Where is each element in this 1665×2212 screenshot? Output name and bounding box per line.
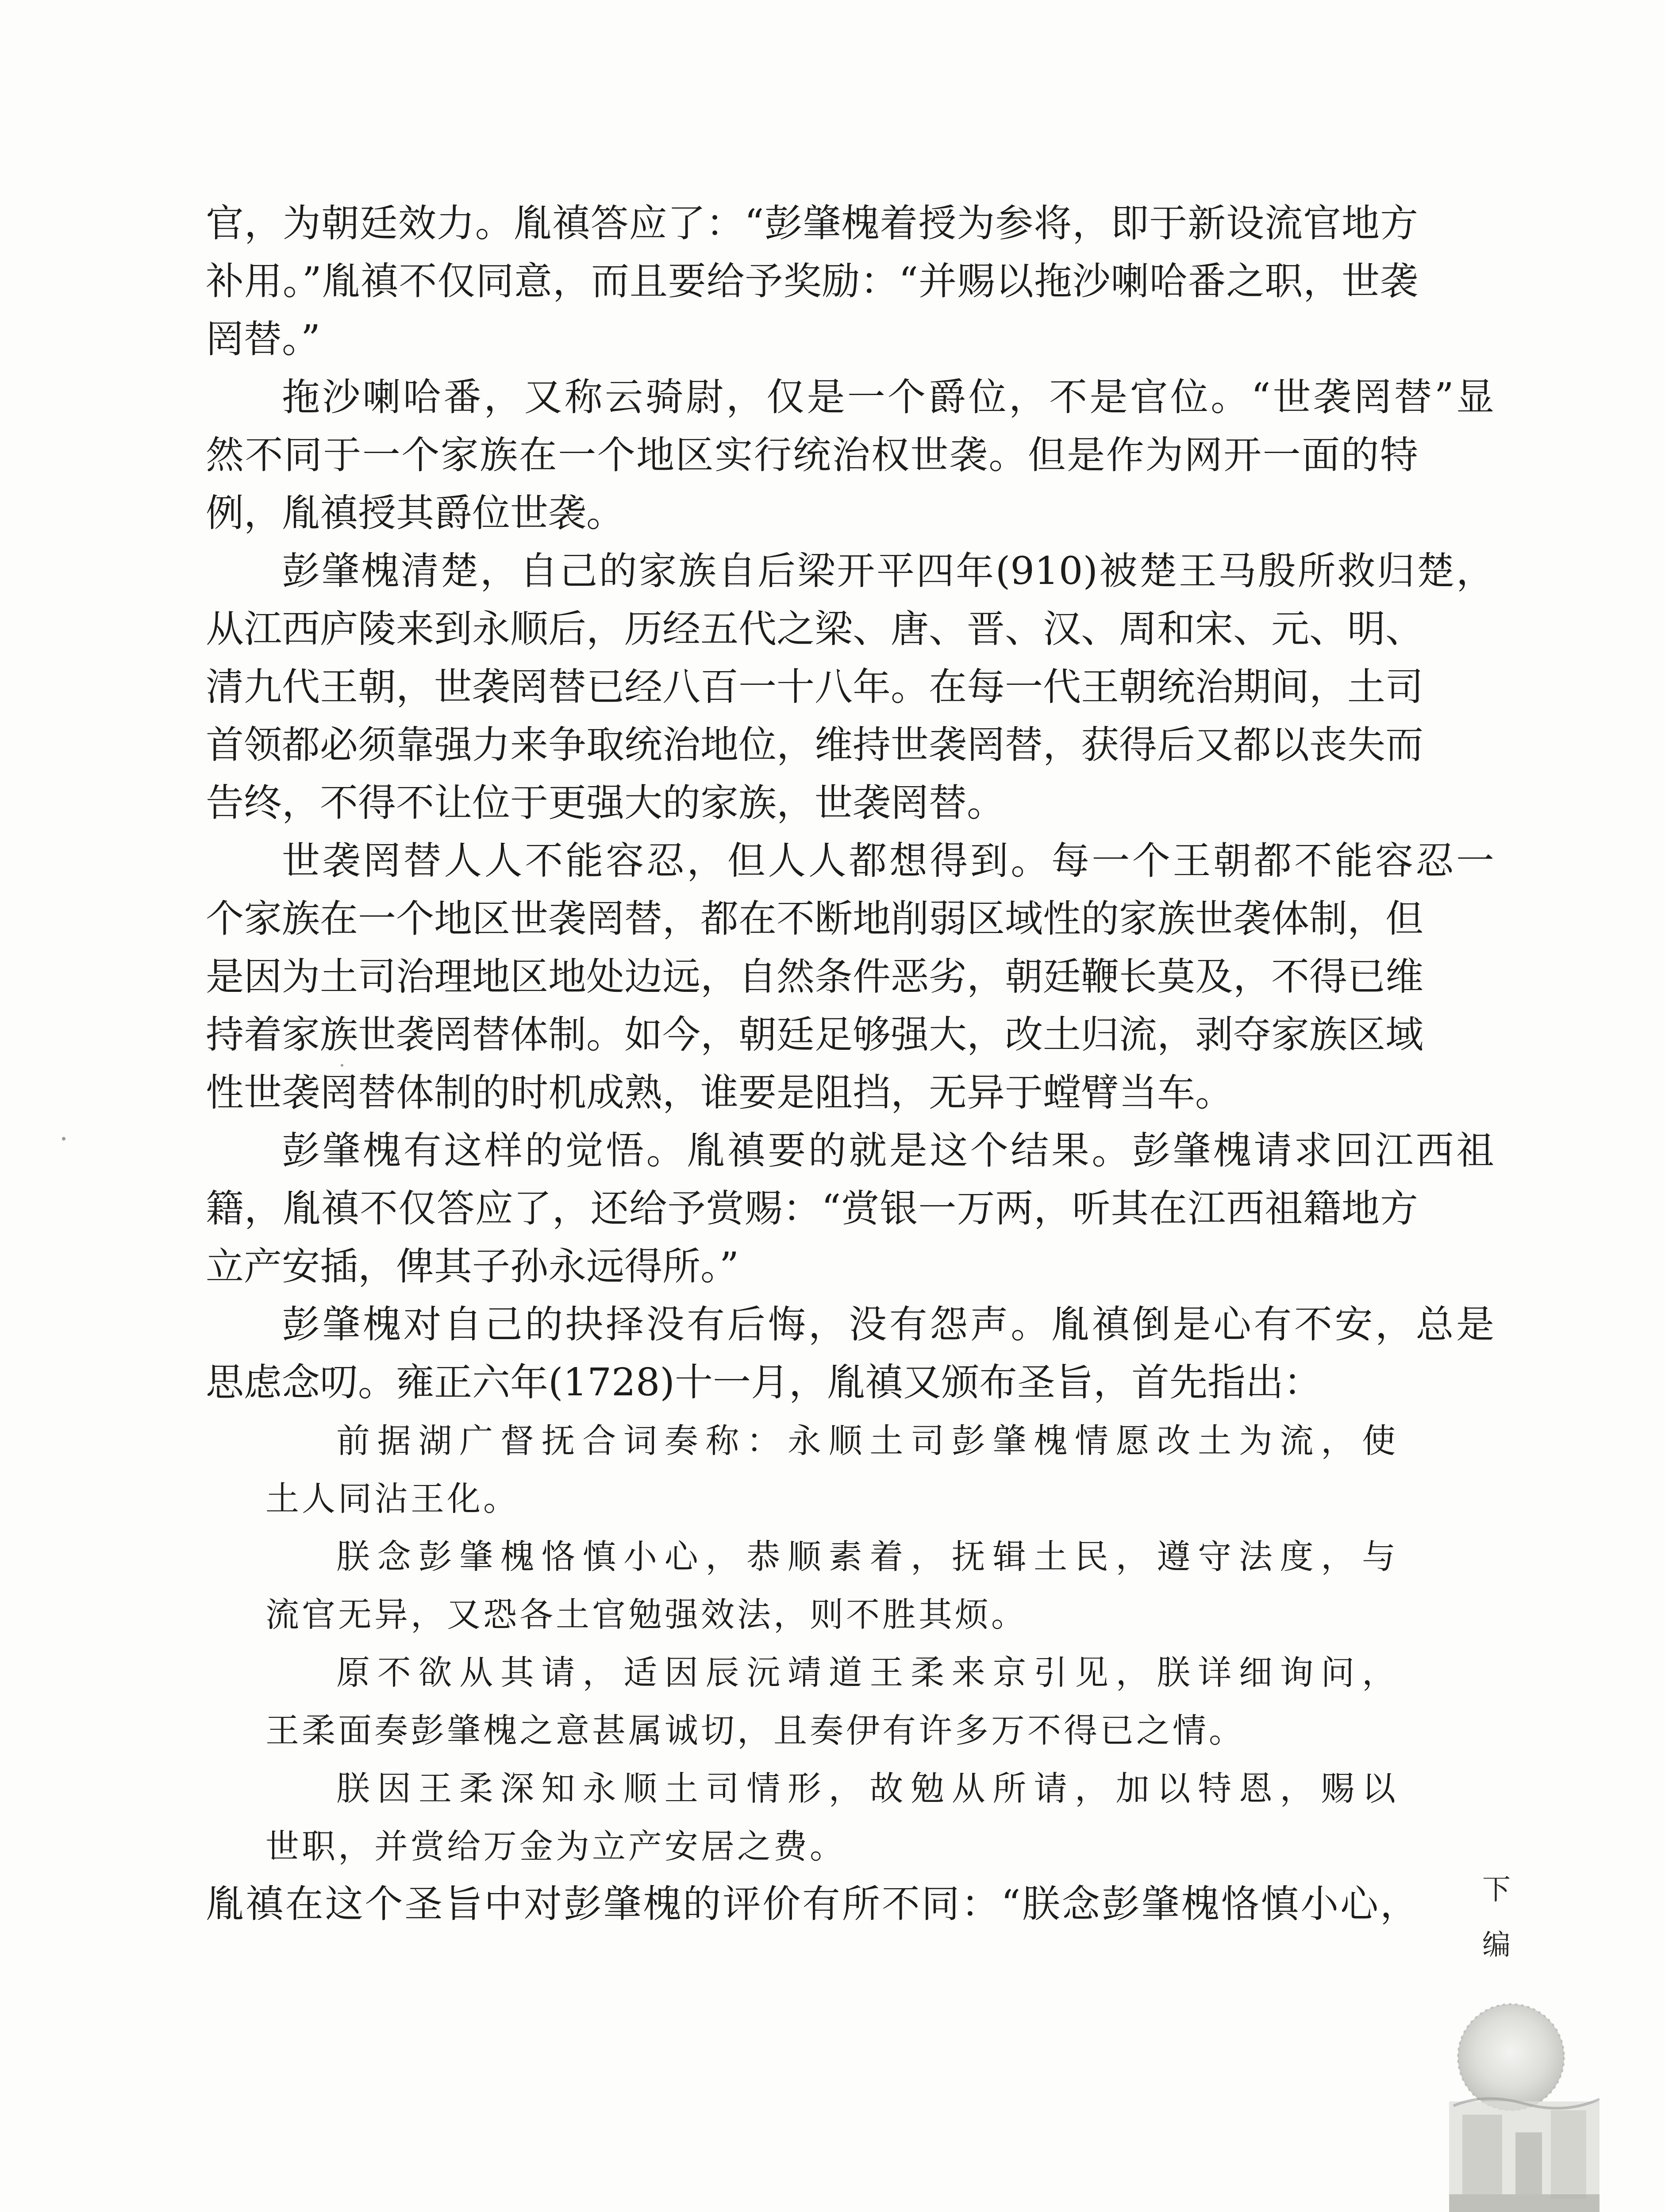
quote-line: 前据湖广督抚合词奏称：永顺土司彭肇槐情愿改土为流，使 — [336, 1421, 1398, 1460]
body-line: 彭肇槐有这样的觉悟。胤禛要的就是这个结果。彭肇槐请求回江西祖 — [282, 1129, 1494, 1173]
body-line: 性世袭罔替体制的时机成熟，谁要是阻挡，无异于螳臂当车。 — [206, 1071, 1233, 1115]
body-line: 例，胤禛授其爵位世袭。 — [206, 491, 624, 535]
quote-line: 王柔面奏彭肇槐之意甚属诚切，且奏伊有许多万不得已之情。 — [265, 1711, 1245, 1750]
body-line: 拖沙喇哈番，又称云骑尉，仅是一个爵位，不是官位。“世袭罔替”显 — [282, 375, 1494, 419]
quote-line: 世职，并赏给万金为立产安居之费。 — [265, 1827, 846, 1866]
body-line-final: 胤禛在这个圣旨中对彭肇槐的评价有所不同：“朕念彭肇槐恪慎小心， — [206, 1882, 1418, 1926]
body-line: 思虑念叨。雍正六年(1728)十一月，胤禛又颁布圣旨，首先指出： — [206, 1360, 1322, 1405]
paper-speck — [341, 1064, 343, 1067]
paper-speck — [62, 1137, 65, 1141]
body-line: 彭肇槐对自己的抉择没有后悔，没有怨声。胤禛倒是心有不安，总是 — [282, 1302, 1494, 1347]
side-tab-char: 编 — [1482, 1929, 1511, 1962]
quote-line: 流官无异，又恐各土官勉强效法，则不胜其烦。 — [265, 1595, 1027, 1634]
quote-line: 朕念彭肇槐恪慎小心，恭顺素着，抚辑土民，遵守法度，与 — [336, 1537, 1398, 1576]
body-line: 补用。”胤禛不仅同意，而且要给予奖励：“并赐以拖沙喇哈番之职，世袭 — [206, 259, 1418, 303]
body-line: 世袭罔替人人不能容忍，但人人都想得到。每一个王朝都不能容忍一 — [282, 839, 1494, 883]
edict-quote — [265, 1412, 1398, 1875]
body-line: 彭肇槐清楚，自己的家族自后梁开平四年(910)被楚王马殷所救归楚， — [282, 549, 1494, 593]
side-tab-char: 下 — [1482, 1874, 1511, 1906]
body-line: 首领都必须靠强力来争取统治地位，维持世袭罔替，获得后又都以丧失而 — [206, 723, 1423, 767]
body-text — [206, 195, 1494, 1933]
body-line: 立产安插，俾其子孙永远得所。” — [206, 1244, 739, 1289]
quote-line: 土人同沾王化。 — [265, 1479, 519, 1518]
body-line: 持着家族世袭罔替体制。如今，朝廷足够强大，改土归流，剥夺家族区域 — [206, 1013, 1423, 1057]
quote-line: 朕因王柔深知永顺土司情形，故勉从所请，加以特恩，赐以 — [336, 1769, 1398, 1808]
body-line: 告终，不得不让位于更强大的家族，世袭罔替。 — [206, 781, 1005, 825]
body-line: 从江西庐陵来到永顺后，历经五代之梁、唐、晋、汉、周和宋、元、明、 — [206, 607, 1423, 651]
body-line: 是因为土司治理地区地处边远，自然条件恶劣，朝廷鞭长莫及，不得已维 — [206, 955, 1423, 999]
body-line: 然不同于一个家族在一个地区实行统治权世袭。但是作为网开一面的特 — [206, 433, 1418, 477]
body-line: 个家族在一个地区世袭罔替，都在不断地削弱区域性的家族世袭体制，但 — [206, 897, 1423, 941]
quote-line: 原不欲从其请，适因辰沅靖道王柔来京引见，朕详细询问， — [336, 1653, 1398, 1692]
body-line: 清九代王朝，世袭罔替已经八百一十八年。在每一代王朝统治期间，土司 — [206, 665, 1423, 709]
section-side-tab — [1440, 1867, 1608, 2212]
body-line: 籍，胤禛不仅答应了，还给予赏赐：“赏银一万两，听其在江西祖籍地方 — [206, 1187, 1418, 1231]
body-line: 罔替。” — [206, 317, 320, 361]
decorative-seal-icon — [1449, 2000, 1600, 2212]
body-line: 官，为朝廷效力。胤禛答应了：“彭肇槐着授为参将，即于新设流官地方 — [206, 201, 1418, 246]
